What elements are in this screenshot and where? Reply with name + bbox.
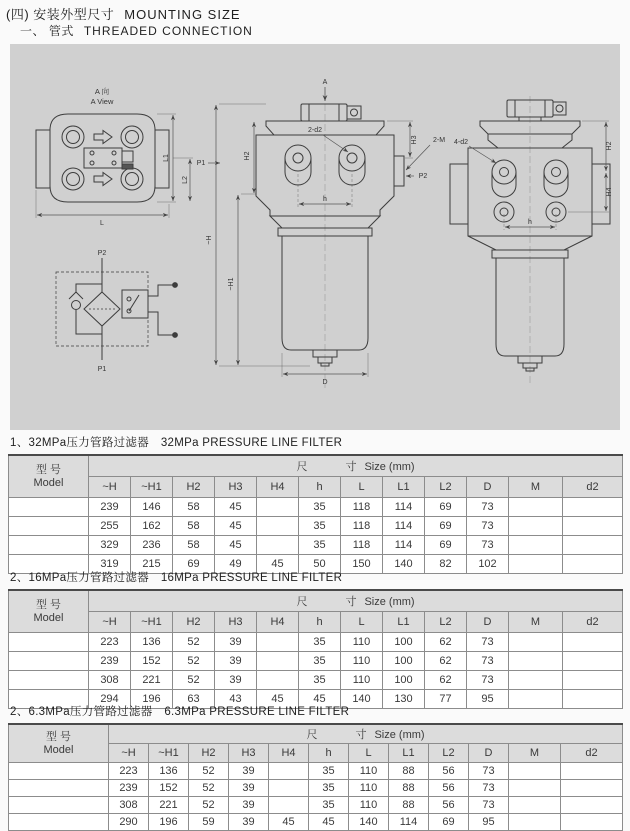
size-header [89, 590, 623, 612]
table-cell: 100 [383, 633, 425, 652]
table-cell: 52 [189, 763, 229, 780]
table-cell [257, 498, 299, 517]
table-cell: 69 [425, 498, 467, 517]
dim-d-label: D [322, 379, 328, 386]
column-header: H2 [173, 612, 215, 633]
table-cell [561, 814, 623, 831]
indicator-connector-icon [553, 102, 566, 115]
table-body-6-3mpa [9, 763, 623, 831]
column-header: H2 [173, 477, 215, 498]
column-header: d2 [563, 477, 623, 498]
table-cell: 196 [149, 814, 189, 831]
port-p1-label: P1 [196, 160, 206, 167]
table-cell: 39 [215, 671, 257, 690]
table-cell [509, 814, 561, 831]
table-cell [563, 671, 623, 690]
table-cell: 62 [425, 671, 467, 690]
page-subheading-en: THREADED CONNECTION [83, 24, 253, 38]
table-cell [509, 797, 561, 814]
model-header-en: Model [33, 611, 64, 624]
table-cell [9, 517, 89, 536]
dim-h-label: h [528, 219, 532, 226]
table-cell: 294 [89, 690, 131, 709]
table-section-16mpa [8, 569, 624, 709]
table-cell: 35 [299, 517, 341, 536]
table-cell: 110 [349, 763, 389, 780]
table-cell [257, 671, 299, 690]
dim-h2-label: H2 [244, 151, 251, 161]
column-header: D [467, 477, 509, 498]
column-header: M [509, 477, 563, 498]
table-cell: 39 [215, 633, 257, 652]
table-cell [9, 652, 89, 671]
column-header: ~H1 [149, 744, 189, 763]
indicator-connector-icon [347, 106, 361, 119]
table-cell: 150 [341, 555, 383, 574]
table-cell: 39 [229, 780, 269, 797]
table-cell: 39 [229, 763, 269, 780]
column-header: h [299, 477, 341, 498]
column-header: H4 [257, 477, 299, 498]
column-header: L [341, 477, 383, 498]
table-cell: 52 [173, 652, 215, 671]
table-cell: 88 [389, 763, 429, 780]
column-header: M [509, 744, 561, 763]
table-row [9, 671, 623, 690]
table-cell: 62 [425, 633, 467, 652]
column-header: M [509, 612, 563, 633]
table-cell: 73 [467, 517, 509, 536]
column-header: H3 [215, 477, 257, 498]
table-cell [9, 763, 109, 780]
table-cell: 95 [469, 814, 509, 831]
table-cell: 140 [341, 690, 383, 709]
size-header-en: Size (mm) [364, 596, 415, 608]
table-cell: 35 [299, 498, 341, 517]
table-cell: 319 [89, 555, 131, 574]
column-header: H3 [229, 744, 269, 763]
column-header: H4 [269, 744, 309, 763]
table-cell: 140 [383, 555, 425, 574]
table-cell: 118 [341, 498, 383, 517]
table-cell: 77 [425, 690, 467, 709]
size-header [89, 455, 623, 477]
column-header: L2 [425, 477, 467, 498]
column-header: ~H [89, 612, 131, 633]
table-row [9, 814, 623, 831]
table-cell [563, 633, 623, 652]
table-cell: 221 [149, 797, 189, 814]
table-title-32mpa: 1、32MPa压力管路过滤器 32MPa PRESSURE LINE FILTER [10, 437, 343, 449]
dim-hh-label: ~H [206, 235, 213, 245]
model-header [9, 724, 109, 763]
table-row [9, 536, 623, 555]
table-cell: 118 [341, 517, 383, 536]
column-header: D [469, 744, 509, 763]
table-cell [257, 633, 299, 652]
model-header-en: Model [43, 743, 74, 756]
table-cell [561, 780, 623, 797]
table-cell: 239 [109, 780, 149, 797]
table-cell [509, 498, 563, 517]
table-cell: 114 [383, 517, 425, 536]
size-header-zh-right: 寸 [345, 461, 357, 473]
page-subheading [20, 22, 253, 39]
column-header: d2 [563, 612, 623, 633]
table-cell: 223 [109, 763, 149, 780]
table-row [9, 652, 623, 671]
table-row [9, 780, 623, 797]
table-cell: 88 [389, 797, 429, 814]
size-header-zh-left: 尺 [306, 729, 318, 741]
table-cell: 152 [149, 780, 189, 797]
page-heading-en: MOUNTING SIZE [124, 7, 241, 22]
port-p2-label: P2 [418, 173, 428, 180]
table-cell: 45 [309, 814, 349, 831]
table-cell [269, 780, 309, 797]
table-cell: 45 [257, 555, 299, 574]
table-cell: 58 [173, 517, 215, 536]
table-cell [509, 652, 563, 671]
column-header: ~H1 [131, 477, 173, 498]
table-cell: 308 [109, 797, 149, 814]
column-header: d2 [561, 744, 623, 763]
column-header-row [9, 477, 623, 498]
size-header-zh-right: 寸 [345, 596, 357, 608]
page-heading [6, 4, 241, 23]
symbol-port-bottom-label: P1 [97, 366, 107, 373]
table-cell: 239 [89, 652, 131, 671]
table-cell [257, 652, 299, 671]
table-cell: 114 [383, 498, 425, 517]
table-cell: 45 [299, 690, 341, 709]
table-cell: 39 [229, 797, 269, 814]
table-cell [257, 517, 299, 536]
table-cell [509, 633, 563, 652]
table-cell: 62 [425, 652, 467, 671]
table-cell: 114 [389, 814, 429, 831]
table-cell: 95 [467, 690, 509, 709]
dim-hh1-label: ~H1 [228, 277, 235, 291]
table-cell: 110 [349, 797, 389, 814]
table-cell: 39 [229, 814, 269, 831]
column-header: h [299, 612, 341, 633]
table-cell [257, 536, 299, 555]
model-header-en: Model [33, 476, 64, 489]
model-header [9, 455, 89, 498]
table-cell: 196 [131, 690, 173, 709]
table-cell [9, 536, 89, 555]
table-cell: 152 [131, 652, 173, 671]
size-table-32mpa [8, 454, 623, 574]
table-cell: 110 [341, 652, 383, 671]
table-cell: 73 [467, 633, 509, 652]
table-cell: 69 [425, 536, 467, 555]
model-header-zh: 型 号 [45, 730, 72, 743]
column-header: D [467, 612, 509, 633]
table-cell [9, 797, 109, 814]
table-cell: 56 [429, 797, 469, 814]
table-cell: 35 [309, 763, 349, 780]
table-cell: 45 [215, 517, 257, 536]
table-cell: 239 [89, 498, 131, 517]
column-header: H3 [215, 612, 257, 633]
table-cell: 114 [383, 536, 425, 555]
table-cell: 308 [89, 671, 131, 690]
table-cell: 82 [425, 555, 467, 574]
table-cell: 73 [469, 797, 509, 814]
table-cell [9, 633, 89, 652]
dim-h4-label: H4 [606, 187, 613, 197]
column-header: L [341, 612, 383, 633]
table-cell [9, 671, 89, 690]
column-header: ~H1 [131, 612, 173, 633]
size-header-en: Size (mm) [364, 461, 415, 473]
table-cell: 63 [173, 690, 215, 709]
model-header-zh: 型 号 [35, 463, 62, 476]
table-cell: 35 [299, 536, 341, 555]
table-cell: 146 [131, 498, 173, 517]
table-cell: 52 [189, 780, 229, 797]
table-body-32mpa [9, 498, 623, 574]
hydraulic-symbol-drawing [56, 250, 177, 373]
table-cell: 102 [467, 555, 509, 574]
flow-arrow-icon [94, 173, 112, 186]
table-cell: 58 [173, 536, 215, 555]
table-cell: 39 [215, 652, 257, 671]
check-valve-icon [72, 301, 81, 310]
front-view-drawing [197, 79, 445, 388]
table-cell: 223 [89, 633, 131, 652]
table-cell [509, 536, 563, 555]
table-cell [9, 498, 89, 517]
column-header: L2 [429, 744, 469, 763]
table-cell: 110 [341, 633, 383, 652]
size-table-6-3mpa [8, 723, 623, 831]
table-cell [9, 780, 109, 797]
dim-h2-label: H2 [606, 141, 613, 151]
table-cell: 43 [215, 690, 257, 709]
table-row [9, 517, 623, 536]
size-table-16mpa [8, 589, 623, 709]
column-header: ~H [89, 477, 131, 498]
table-cell: 49 [215, 555, 257, 574]
page-heading-zh: (四) 安装外型尺寸 [6, 7, 115, 22]
table-cell: 35 [299, 652, 341, 671]
size-header-zh-left: 尺 [296, 461, 308, 473]
dim-l1-label: L1 [163, 154, 170, 162]
table-cell [563, 652, 623, 671]
column-header: L1 [389, 744, 429, 763]
table-cell: 45 [257, 690, 299, 709]
table-cell [269, 797, 309, 814]
thread-2m-label: 2-M [432, 137, 446, 144]
column-header: L2 [425, 612, 467, 633]
mounting-diagram [10, 44, 620, 430]
table-cell [509, 517, 563, 536]
table-cell: 162 [131, 517, 173, 536]
table-cell: 59 [189, 814, 229, 831]
table-title-16mpa: 2、16MPa压力管路过滤器 16MPa PRESSURE LINE FILTER [10, 572, 343, 584]
size-header-zh-left: 尺 [296, 596, 308, 608]
dim-h3-label: H3 [411, 135, 418, 145]
table-cell: 110 [349, 780, 389, 797]
column-header: L1 [383, 612, 425, 633]
page-subheading-zh: 一、 管式 [20, 24, 74, 38]
column-header: L1 [383, 477, 425, 498]
table-section-6-3mpa [8, 703, 624, 831]
size-header-en: Size (mm) [374, 729, 425, 741]
table-cell: 35 [309, 780, 349, 797]
size-header-zh-right: 寸 [355, 729, 367, 741]
holes-4d2-label: 4-d2 [453, 139, 469, 146]
mounting-diagram-panel [10, 44, 620, 430]
table-cell [563, 536, 623, 555]
dim-h-label: h [323, 196, 327, 203]
table-cell: 118 [341, 536, 383, 555]
table-cell [509, 671, 563, 690]
table-cell: 45 [215, 498, 257, 517]
table-cell: 215 [131, 555, 173, 574]
column-header: ~H [109, 744, 149, 763]
model-header [9, 590, 89, 633]
table-cell [561, 763, 623, 780]
table-cell: 136 [131, 633, 173, 652]
table-cell [509, 763, 561, 780]
section-arrow-label: A [322, 79, 328, 86]
size-header [109, 724, 623, 744]
table-cell: 58 [173, 498, 215, 517]
table-cell: 56 [429, 763, 469, 780]
dim-l-label: L [100, 220, 104, 227]
table-cell: 56 [429, 780, 469, 797]
table-cell [561, 797, 623, 814]
table-cell: 100 [383, 652, 425, 671]
column-header: H2 [189, 744, 229, 763]
table-cell: 329 [89, 536, 131, 555]
table-row [9, 797, 623, 814]
table-cell: 69 [425, 517, 467, 536]
top-view-drawing [36, 86, 193, 227]
table-cell: 69 [173, 555, 215, 574]
model-header-zh: 型 号 [35, 598, 62, 611]
table-cell [9, 814, 109, 831]
table-cell: 73 [467, 652, 509, 671]
pressure-switch-icon [122, 290, 148, 318]
table-cell: 73 [467, 536, 509, 555]
table-cell: 35 [299, 633, 341, 652]
table-cell: 73 [469, 763, 509, 780]
table-cell: 73 [467, 671, 509, 690]
table-cell: 35 [309, 797, 349, 814]
table-cell: 110 [341, 671, 383, 690]
column-header-row [9, 612, 623, 633]
table-row [9, 498, 623, 517]
table-cell: 221 [131, 671, 173, 690]
table-cell: 290 [109, 814, 149, 831]
table-cell [563, 498, 623, 517]
table-cell [563, 517, 623, 536]
table-cell: 73 [467, 498, 509, 517]
table-row [9, 763, 623, 780]
table-cell: 52 [173, 633, 215, 652]
table-cell: 73 [469, 780, 509, 797]
table-cell: 52 [189, 797, 229, 814]
table-cell [509, 780, 561, 797]
table-cell: 45 [215, 536, 257, 555]
table-cell [269, 763, 309, 780]
table-body-16mpa [9, 633, 623, 709]
table-title-6-3mpa: 2、6.3MPa压力管路过滤器 6.3MPa PRESSURE LINE FILTER [10, 706, 350, 718]
table-cell: 50 [299, 555, 341, 574]
symbol-port-top-label: P2 [97, 250, 107, 257]
table-section-32mpa [8, 434, 624, 574]
table-cell: 236 [131, 536, 173, 555]
dim-l2-label: L2 [182, 176, 189, 184]
table-cell: 136 [149, 763, 189, 780]
a-view-label-zh: A 向 [94, 87, 110, 96]
table-row [9, 633, 623, 652]
a-view-label-en: A View [90, 97, 114, 106]
table-cell: 100 [383, 671, 425, 690]
table-cell: 140 [349, 814, 389, 831]
column-header: h [309, 744, 349, 763]
column-header: H4 [257, 612, 299, 633]
table-cell: 88 [389, 780, 429, 797]
holes-2d2-label: 2-d2 [307, 127, 323, 134]
table-cell: 45 [269, 814, 309, 831]
table-cell: 52 [173, 671, 215, 690]
flow-arrow-icon [94, 131, 112, 144]
table-cell: 255 [89, 517, 131, 536]
column-header: L [349, 744, 389, 763]
table-cell: 130 [383, 690, 425, 709]
side-view-drawing [450, 96, 613, 384]
table-cell: 35 [299, 671, 341, 690]
table-cell: 69 [429, 814, 469, 831]
